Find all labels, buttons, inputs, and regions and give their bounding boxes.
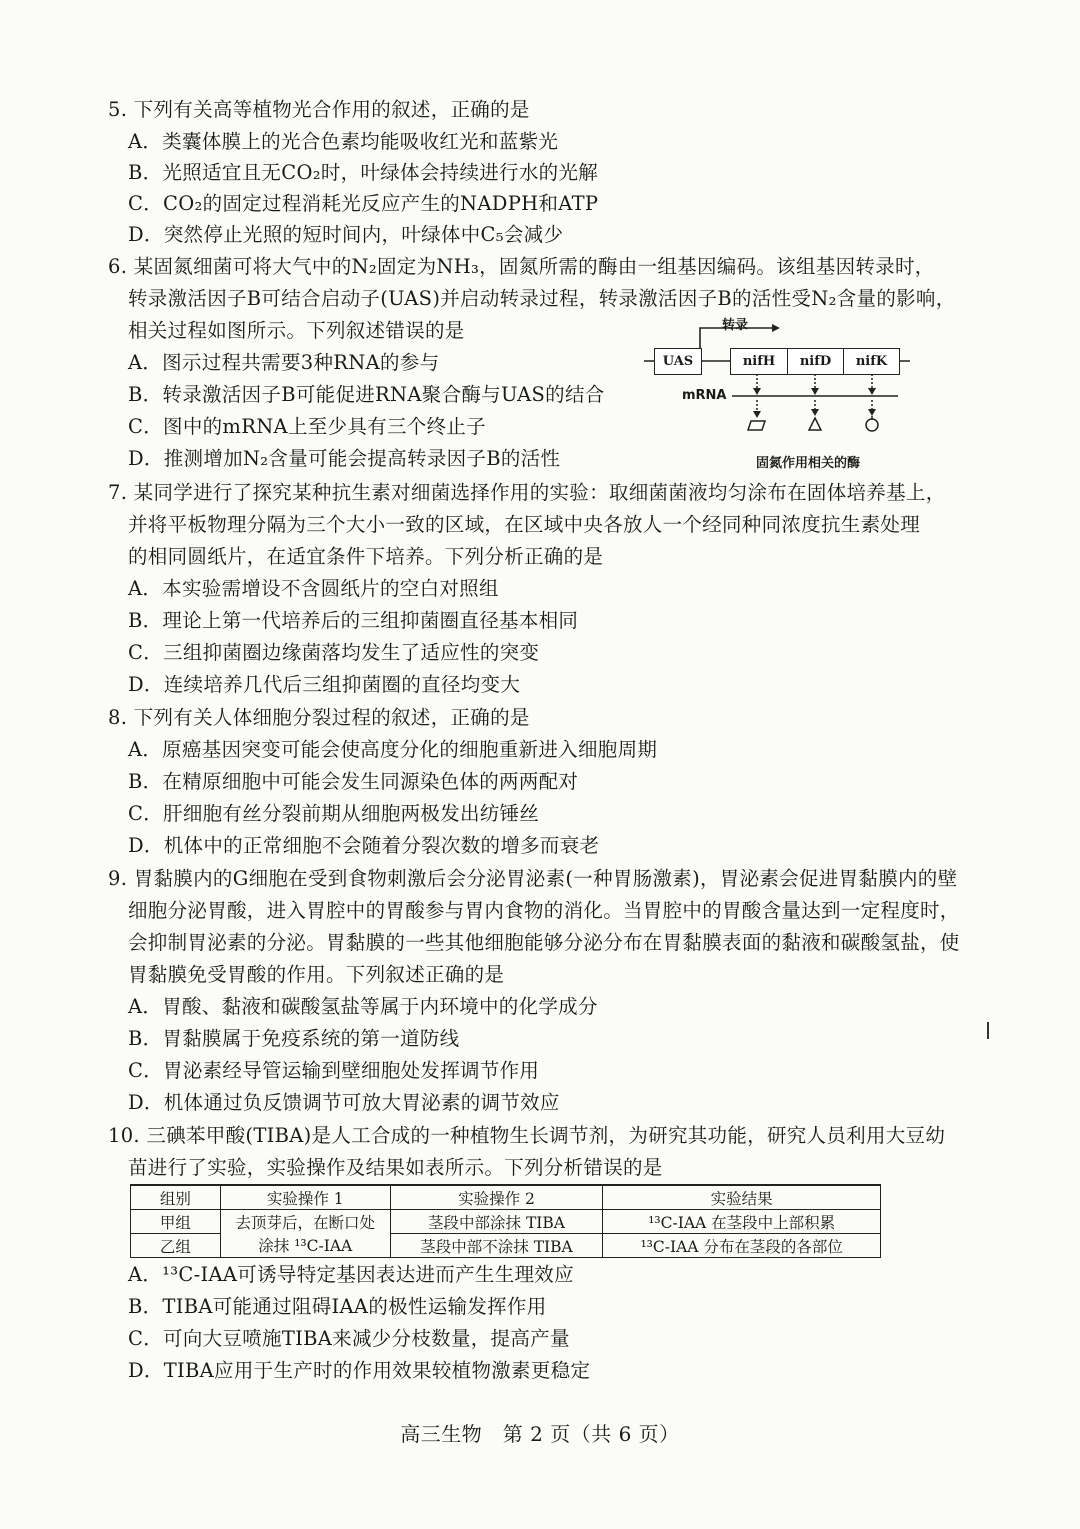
q9-stem-line-3: 会抑制胃泌素的分泌。胃黏膜的一些其他细胞能够分泌分布在胃黏膜表面的黏液和碳酸氢盐，使 — [128, 931, 960, 954]
q5-option-b: B．光照适宜且无CO₂时，叶绿体会持续进行水的光解 — [128, 161, 599, 184]
cell-result: ¹³C-IAA 在茎段中上部积累 — [603, 1210, 881, 1234]
q6-option-a: A．图示过程共需要3种RNA的参与 — [128, 351, 440, 374]
q10-stem-line-2: 苗进行了实验，实验操作及结果如表所示。下列分析错误的是 — [128, 1156, 663, 1179]
q10-option-b: B．TIBA可能通过阻碍IAA的极性运输发挥作用 — [128, 1295, 547, 1318]
q9-stem-line-1: 9. 胃黏膜内的G细胞在受到食物刺激后会分泌胃泌素(一种胃肠激素)，胃泌素会促进胃黏膜内的壁 — [108, 867, 958, 890]
cell-operation-1: 涂抹 ¹³C-IAA — [220, 1234, 390, 1258]
cell-operation-2: 茎段中部不涂抹 TIBA — [390, 1234, 603, 1258]
q8-option-d: D．机体中的正常细胞不会随着分裂次数的增多而衰老 — [128, 834, 600, 857]
experiment-table — [130, 1184, 881, 1258]
gene-nifk: nifK — [843, 348, 900, 375]
header-group: 组别 — [131, 1185, 221, 1210]
q7-option-d: D．连续培养几代后三组抑菌圈的直径均变大 — [128, 673, 521, 696]
cell-operation-1: 去顶芽后，在断口处 — [220, 1210, 390, 1234]
q8-option-a: A．原癌基因突变可能会使高度分化的细胞重新进入细胞周期 — [128, 738, 658, 761]
nif-gene-diagram — [640, 312, 920, 474]
q10-option-d: D．TIBA应用于生产时的作用效果较植物激素更稳定 — [128, 1359, 591, 1382]
q9-stem-line-2: 细胞分泌胃酸，进入胃腔中的胃酸参与胃内食物的消化。当胃腔中的胃酸含量达到一定程度时， — [128, 899, 960, 922]
q6-option-d: D．推测增加N₂含量可能会提高转录因子B的活性 — [128, 447, 561, 470]
q6-stem-line-1: 6. 某固氮细菌可将大气中的N₂固定为NH₃，固氮所需的酶由一组基因编码。该组基因转录时， — [108, 255, 935, 278]
header-operation-1: 实验操作 1 — [220, 1185, 390, 1210]
q7-option-b: B．理论上第一代培养后的三组抑菌圈直径基本相同 — [128, 609, 579, 632]
gene-nifd: nifD — [787, 348, 844, 375]
q7-stem-line-1: 7. 某同学进行了探究某种抗生素对细菌选择作用的实验：取细菌菌液均匀涂布在固体培养基上， — [108, 481, 946, 504]
q6-option-b: B．转录激活因子B可能促进RNA聚合酶与UAS的结合 — [128, 383, 605, 406]
cell-operation-2: 茎段中部涂抹 TIBA — [390, 1210, 603, 1234]
q9-option-d: D．机体通过负反馈调节可放大胃泌素的调节效应 — [128, 1091, 560, 1114]
q7-option-c: C．三组抑菌圈边缘菌落均发生了适应性的突变 — [128, 641, 540, 664]
q7-stem-line-2: 并将平板物理分隔为三个大小一致的区域，在区域中央各放人一个经同种同浓度抗生素处理 — [128, 513, 921, 536]
q9-option-c: C．胃泌素经导管运输到壁细胞处发挥调节作用 — [128, 1059, 540, 1082]
table-row — [131, 1210, 881, 1234]
header-operation-2: 实验操作 2 — [390, 1185, 603, 1210]
q10-option-c: C．可向大豆喷施TIBA来减少分枝数量，提高产量 — [128, 1327, 570, 1350]
q5-option-c: C．CO₂的固定过程消耗光反应产生的NADPH和ATP — [128, 192, 599, 215]
transcription-label: 转录 — [722, 318, 749, 333]
q5-option-d: D．突然停止光照的短时间内，叶绿体中C₅会减少 — [128, 223, 564, 246]
table-row — [131, 1234, 881, 1258]
q6-stem-line-3: 相关过程如图所示。下列叙述错误的是 — [128, 319, 465, 342]
q8-option-b: B．在精原细胞中可能会发生同源染色体的两两配对 — [128, 770, 579, 793]
q5-option-a: A．类囊体膜上的光合色素均能吸收红光和蓝紫光 — [128, 130, 559, 153]
page-footer: 高三生物 第 2 页（共 6 页） — [400, 1422, 680, 1446]
q8-option-c: C．肝细胞有丝分裂前期从细胞两极发出纺锤丝 — [128, 802, 540, 825]
q7-option-a: A．本实验需增设不含圆纸片的空白对照组 — [128, 577, 499, 600]
margin-mark — [987, 1022, 989, 1039]
cell-group: 乙组 — [131, 1234, 221, 1258]
q9-option-a: A．胃酸、黏液和碳酸氢盐等属于内环境中的化学成分 — [128, 995, 598, 1018]
uas-box: UAS — [654, 348, 702, 375]
table-header-row — [131, 1185, 881, 1210]
q9-stem-line-4: 胃黏膜免受胃酸的作用。下列叙述正确的是 — [128, 963, 505, 986]
q10-option-a: A．¹³C-IAA可诱导特定基因表达进而产生生理效应 — [128, 1263, 574, 1286]
cell-group: 甲组 — [131, 1210, 221, 1234]
header-result: 实验结果 — [603, 1185, 881, 1210]
gene-nifh: nifH — [730, 348, 788, 375]
q9-option-b: B．胃黏膜属于免疫系统的第一道防线 — [128, 1027, 460, 1050]
q10-stem-line-1: 10. 三碘苯甲酸(TIBA)是人工合成的一种植物生长调节剂，为研究其功能，研究人员利用大豆幼 — [108, 1124, 946, 1147]
q6-stem-line-2: 转录激活因子B可结合启动子(UAS)并启动转录过程，转录激活因子B的活性受N₂含量的影响， — [128, 287, 956, 310]
q8-stem: 8. 下列有关人体细胞分裂过程的叙述，正确的是 — [108, 706, 530, 729]
q5-stem: 5. 下列有关高等植物光合作用的叙述，正确的是 — [108, 98, 530, 121]
q6-option-c: C．图中的mRNA上至少具有三个终止子 — [128, 415, 486, 438]
enzyme-caption: 固氮作用相关的酶 — [756, 456, 861, 471]
mrna-label: mRNA — [682, 388, 727, 403]
q7-stem-line-3: 的相同圆纸片，在适宜条件下培养。下列分析正确的是 — [128, 545, 604, 568]
cell-result: ¹³C-IAA 分布在茎段的各部位 — [603, 1234, 881, 1258]
